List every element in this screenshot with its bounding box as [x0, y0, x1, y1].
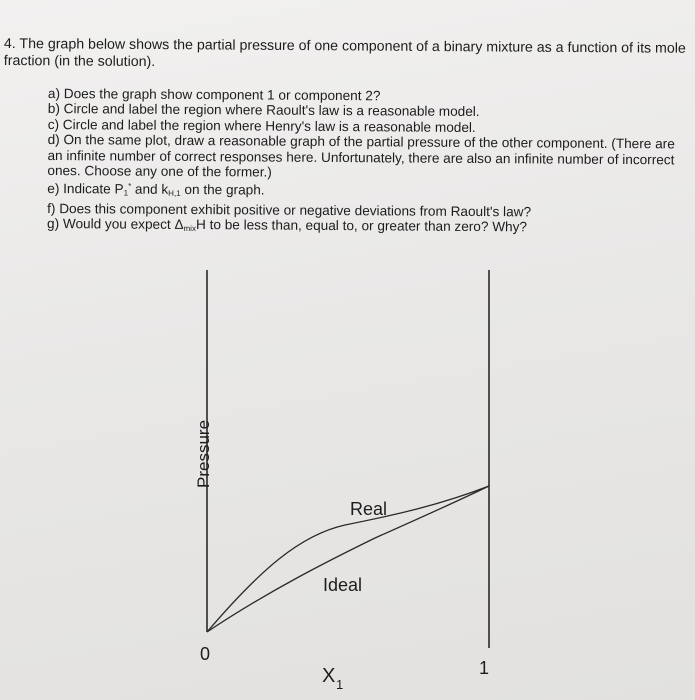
- part-a: a) Does the graph show component 1 or component 2?: [47, 86, 381, 104]
- part-f: f) Does this component exhibit positive or negative deviations from Raoult's law?: [47, 200, 532, 220]
- real-curve: [207, 486, 489, 632]
- question-parts-list: [47, 86, 693, 240]
- part-g: [47, 216, 692, 240]
- question-title: 4. The graph below shows the partial pressure of one component of a binary mixture as a function of its mole fraction (in the solution).: [3, 36, 686, 71]
- part-e-p-subscript: 1: [123, 188, 129, 198]
- part-g-suffix: H to be less than, equal to, or greater than zero? Why?: [195, 217, 528, 235]
- part-d: d) On the same plot, draw a reasonable graph of the partial pressure of the other component. (There are an infinite number of correct responses here. Unfortunately, there are also an infinite number of incorrect ones. Choose any one of the former.): [47, 132, 679, 180]
- origin-label: 0: [200, 644, 211, 664]
- part-e-p-superscript: *: [128, 181, 132, 192]
- x-axis-label: X: [322, 665, 336, 687]
- part-g-prefix: g) Would you expect Δ: [46, 216, 184, 233]
- x-axis-subscript: 1: [336, 677, 344, 692]
- part-e-suffix: on the graph.: [180, 182, 265, 198]
- part-g-delta-subscript: mix: [183, 224, 197, 234]
- y-axis-label: Pressure: [194, 419, 213, 488]
- curve-real-label: Real: [350, 499, 388, 519]
- curve-ideal-label: Ideal: [323, 575, 363, 595]
- x-end-label: 1: [479, 658, 490, 678]
- part-b: b) Circle and label the region where Raoult's law is a reasonable model.: [47, 101, 480, 120]
- part-e-middle: and k: [131, 182, 169, 198]
- part-e-prefix: e) Indicate P: [47, 181, 124, 197]
- part-e-k-subscript: H,1: [168, 189, 181, 199]
- ideal-line: [207, 486, 489, 632]
- part-c: c) Circle and label the region where Henry's law is a reasonable model.: [47, 116, 476, 135]
